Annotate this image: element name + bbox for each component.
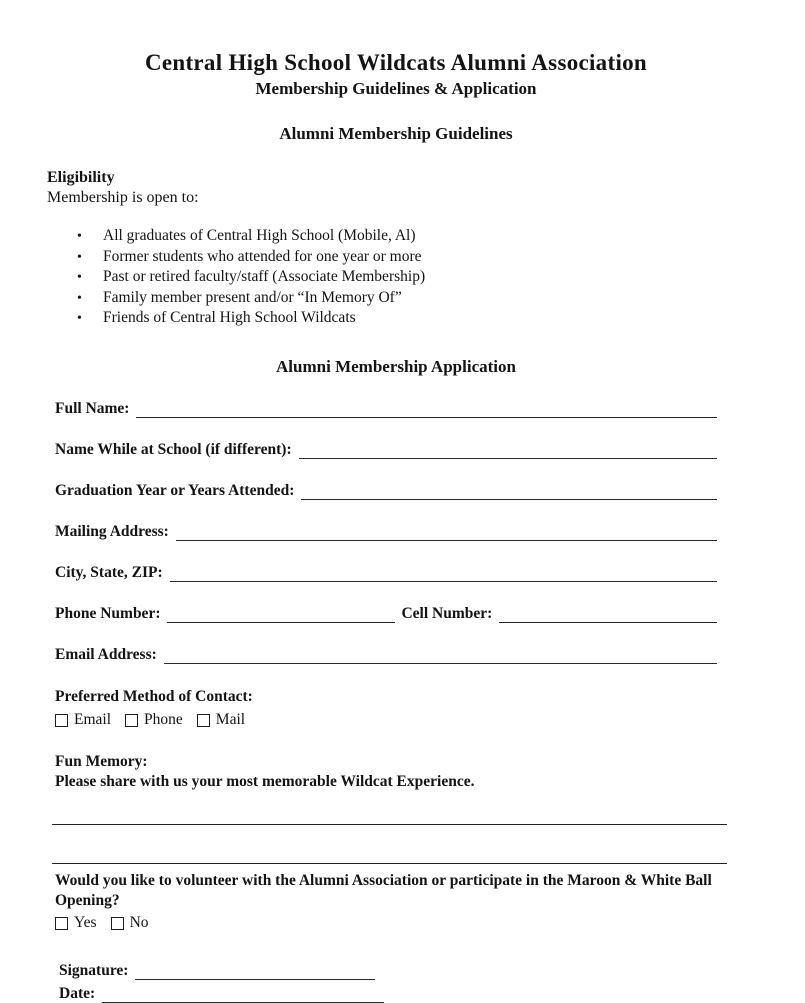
list-item bbox=[77, 288, 745, 309]
cell-number-input-line[interactable] bbox=[499, 607, 717, 623]
graduation-year-input-line[interactable] bbox=[301, 484, 717, 500]
contact-method-heading: Preferred Method of Contact: bbox=[55, 687, 253, 705]
volunteer-question: Would you like to volunteer with the Alumni Association or participate in the Maroon & White Ball Opening? bbox=[55, 872, 712, 909]
phone-number-input-line[interactable] bbox=[167, 607, 395, 623]
mail-checkbox[interactable] bbox=[197, 714, 210, 727]
date-label: Date: bbox=[59, 985, 96, 1003]
signature-label: Signature: bbox=[59, 962, 129, 980]
phone-checkbox[interactable] bbox=[125, 714, 138, 727]
city-state-zip-input-line[interactable] bbox=[170, 566, 717, 582]
name-while-at-school-label: Name While at School (if different): bbox=[55, 440, 292, 458]
signature-section bbox=[59, 959, 745, 1003]
bullet-icon bbox=[77, 288, 103, 309]
full-name-input-line[interactable] bbox=[136, 402, 717, 418]
application-heading: Alumni Membership Application bbox=[276, 356, 516, 376]
email-option-label: Email bbox=[74, 711, 112, 729]
cell-number-label: Cell Number: bbox=[401, 604, 493, 622]
full-name-label: Full Name: bbox=[55, 399, 130, 417]
no-checkbox[interactable] bbox=[111, 917, 124, 930]
memory-write-line-2[interactable] bbox=[52, 844, 727, 864]
field-row-email-address bbox=[55, 645, 717, 664]
bullet-icon bbox=[77, 308, 103, 329]
field-row-signature bbox=[59, 959, 745, 980]
city-state-zip-label: City, State, ZIP: bbox=[55, 563, 163, 581]
page-title: Central High School Wildcats Alumni Association bbox=[144, 50, 648, 75]
name-while-at-school-input-line[interactable] bbox=[299, 443, 717, 459]
list-item-text: Family member present and/or “In Memory Of” bbox=[103, 288, 402, 306]
memory-write-line-1[interactable] bbox=[52, 805, 727, 825]
mailing-address-input-line[interactable] bbox=[176, 525, 717, 541]
field-row-date bbox=[59, 982, 745, 1003]
list-item-text: Past or retired faculty/staff (Associate Membership) bbox=[103, 268, 426, 286]
page-subtitle: Membership Guidelines & Application bbox=[255, 79, 537, 99]
list-item bbox=[77, 247, 745, 268]
volunteer-option-no[interactable] bbox=[111, 914, 149, 932]
list-item bbox=[77, 308, 745, 329]
list-item-text: Friends of Central High School Wildcats bbox=[103, 309, 356, 327]
phone-option-label: Phone bbox=[144, 711, 183, 729]
yes-option-label: Yes bbox=[74, 914, 97, 932]
volunteer-options bbox=[55, 914, 745, 932]
no-option-label: No bbox=[129, 914, 149, 932]
contact-option-email[interactable] bbox=[55, 711, 111, 729]
contact-method-section bbox=[55, 687, 717, 729]
contact-option-mail[interactable] bbox=[197, 711, 245, 729]
list-item bbox=[77, 267, 745, 288]
fun-memory-heading: Fun Memory: bbox=[55, 753, 148, 771]
eligibility-heading: Eligibility bbox=[47, 169, 115, 187]
email-address-label: Email Address: bbox=[55, 645, 157, 663]
fun-memory-section bbox=[55, 752, 717, 792]
email-address-input-line[interactable] bbox=[164, 648, 717, 664]
fun-memory-prompt: Please share with us your most memorable Wildcat Experience. bbox=[55, 773, 475, 791]
bullet-icon bbox=[77, 247, 103, 268]
field-row-phone-cell bbox=[55, 604, 717, 623]
eligibility-intro: Membership is open to: bbox=[47, 189, 199, 207]
field-row-mailing-address bbox=[55, 522, 717, 541]
list-item bbox=[77, 226, 745, 247]
volunteer-option-yes[interactable] bbox=[55, 914, 97, 932]
list-item-text: All graduates of Central High School (Mobile, Al) bbox=[103, 227, 416, 245]
list-item-text: Former students who attended for one year or more bbox=[103, 247, 422, 265]
yes-checkbox[interactable] bbox=[55, 917, 68, 930]
bullet-icon bbox=[77, 226, 103, 247]
phone-number-label: Phone Number: bbox=[55, 604, 161, 622]
bullet-icon bbox=[77, 267, 103, 288]
eligibility-list bbox=[47, 226, 745, 329]
contact-options bbox=[55, 711, 717, 729]
email-checkbox[interactable] bbox=[55, 714, 68, 727]
mail-option-label: Mail bbox=[215, 711, 246, 729]
contact-option-phone[interactable] bbox=[125, 711, 183, 729]
guidelines-heading: Alumni Membership Guidelines bbox=[279, 124, 513, 144]
mailing-address-label: Mailing Address: bbox=[55, 522, 169, 540]
field-row-city-state-zip bbox=[55, 563, 717, 582]
field-row-graduation-year bbox=[55, 481, 717, 500]
date-input-line[interactable] bbox=[102, 987, 384, 1003]
field-row-name-while-at-school bbox=[55, 440, 717, 459]
graduation-year-label: Graduation Year or Years Attended: bbox=[55, 481, 295, 499]
signature-input-line[interactable] bbox=[135, 964, 375, 980]
field-row-full-name bbox=[55, 399, 717, 418]
